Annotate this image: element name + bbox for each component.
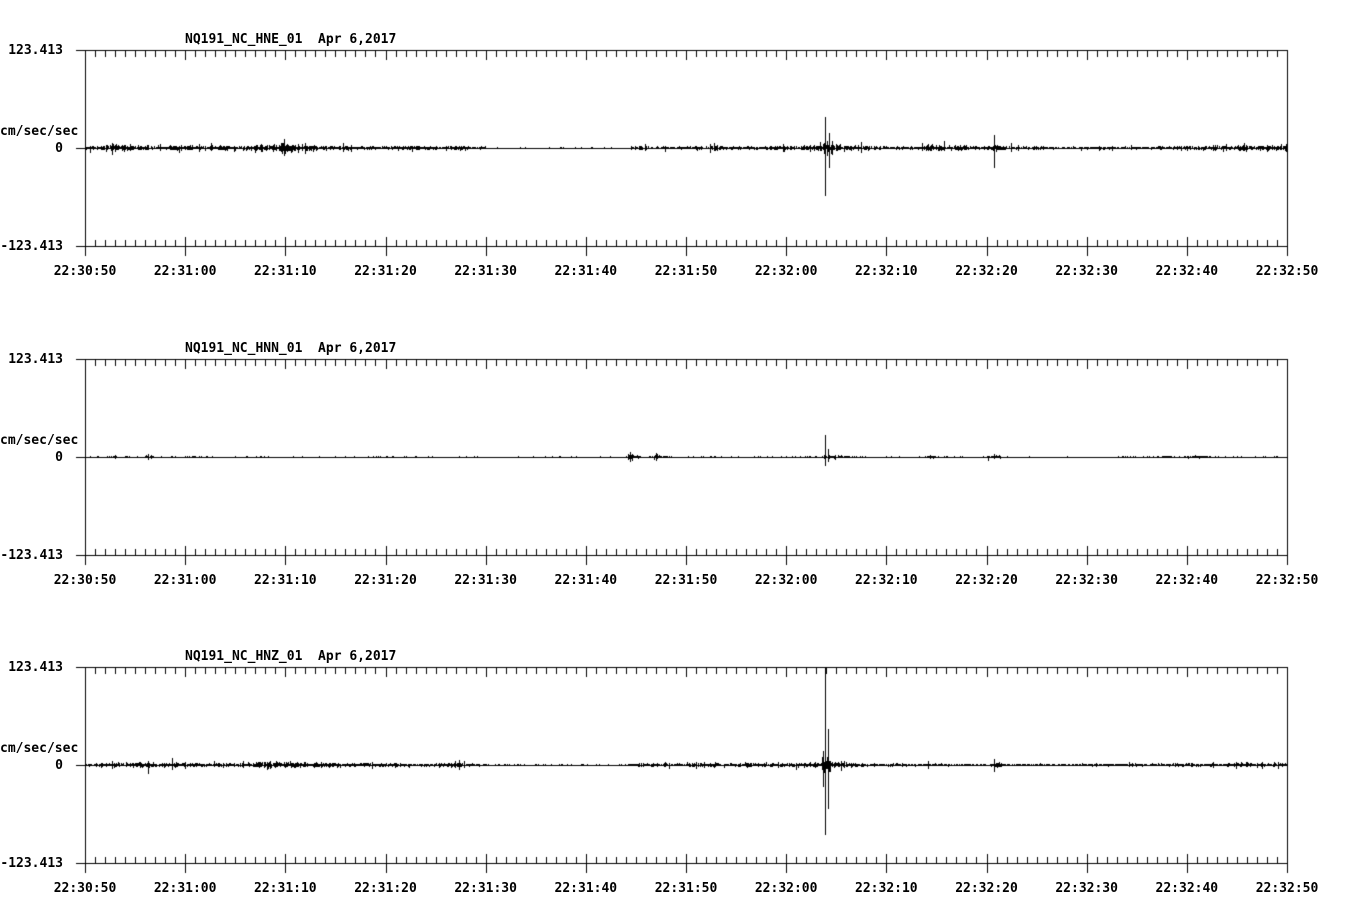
- x-tick-label: 22:31:10: [254, 881, 317, 896]
- y-axis-unit-label: cm/sec/sec: [0, 741, 79, 756]
- x-tick-label: 22:32:50: [1255, 573, 1319, 588]
- x-tick-label: 22:31:40: [554, 881, 618, 896]
- y-axis-unit-label: cm/sec/sec: [0, 124, 79, 139]
- x-tick-label: 22:31:50: [654, 264, 718, 279]
- y-axis-min-label: -123.413: [0, 856, 63, 871]
- x-tick-label: 22:30:50: [53, 881, 117, 896]
- x-tick-label: 22:32:40: [1155, 881, 1219, 896]
- y-axis-zero-label: 0: [55, 141, 63, 156]
- x-tick-label: 22:31:40: [554, 573, 618, 588]
- plot-title: NQ191_NC_HNN_01 Apr 6,2017: [185, 341, 397, 356]
- x-tick-label: 22:32:30: [1055, 264, 1118, 279]
- plot-title: NQ191_NC_HNZ_01 Apr 6,2017: [185, 649, 397, 664]
- x-tick-label: 22:31:00: [153, 573, 217, 588]
- x-tick-label: 22:31:40: [554, 264, 618, 279]
- x-tick-label: 22:32:00: [754, 881, 818, 896]
- y-axis-max-label: 123.413: [8, 352, 63, 367]
- x-tick-label: 22:32:50: [1255, 264, 1319, 279]
- x-tick-label: 22:32:20: [955, 264, 1018, 279]
- x-tick-label: 22:32:50: [1255, 881, 1319, 896]
- x-tick-label: 22:31:20: [354, 573, 417, 588]
- x-tick-label: 22:32:30: [1055, 573, 1118, 588]
- x-tick-label: 22:31:50: [654, 881, 718, 896]
- x-tick-label: 22:32:30: [1055, 881, 1118, 896]
- y-axis-max-label: 123.413: [8, 43, 63, 58]
- x-tick-label: 22:32:10: [855, 573, 918, 588]
- x-tick-label: 22:31:20: [354, 264, 417, 279]
- x-tick-label: 22:32:20: [955, 881, 1018, 896]
- x-tick-label: 22:31:10: [254, 264, 317, 279]
- x-tick-label: 22:32:00: [754, 264, 818, 279]
- x-tick-label: 22:31:30: [454, 881, 517, 896]
- y-axis-zero-label: 0: [55, 758, 63, 773]
- x-tick-label: 22:31:10: [254, 573, 317, 588]
- x-tick-label: 22:32:10: [855, 881, 918, 896]
- x-tick-label: 22:31:00: [153, 881, 217, 896]
- y-axis-unit-label: cm/sec/sec: [0, 433, 79, 448]
- x-tick-label: 22:30:50: [53, 264, 117, 279]
- x-tick-label: 22:31:30: [454, 264, 517, 279]
- x-tick-label: 22:31:00: [153, 264, 217, 279]
- x-tick-label: 22:31:30: [454, 573, 517, 588]
- x-tick-label: 22:31:20: [354, 881, 417, 896]
- x-tick-label: 22:31:50: [654, 573, 718, 588]
- y-axis-min-label: -123.413: [0, 548, 63, 563]
- x-tick-label: 22:32:20: [955, 573, 1018, 588]
- x-tick-label: 22:32:40: [1155, 573, 1219, 588]
- x-tick-label: 22:32:40: [1155, 264, 1219, 279]
- x-tick-label: 22:32:00: [754, 573, 818, 588]
- y-axis-zero-label: 0: [55, 450, 63, 465]
- x-tick-label: 22:32:10: [855, 264, 918, 279]
- x-tick-label: 22:30:50: [53, 573, 117, 588]
- y-axis-min-label: -123.413: [0, 239, 63, 254]
- plot-title: NQ191_NC_HNE_01 Apr 6,2017: [185, 32, 397, 47]
- y-axis-max-label: 123.413: [8, 660, 63, 675]
